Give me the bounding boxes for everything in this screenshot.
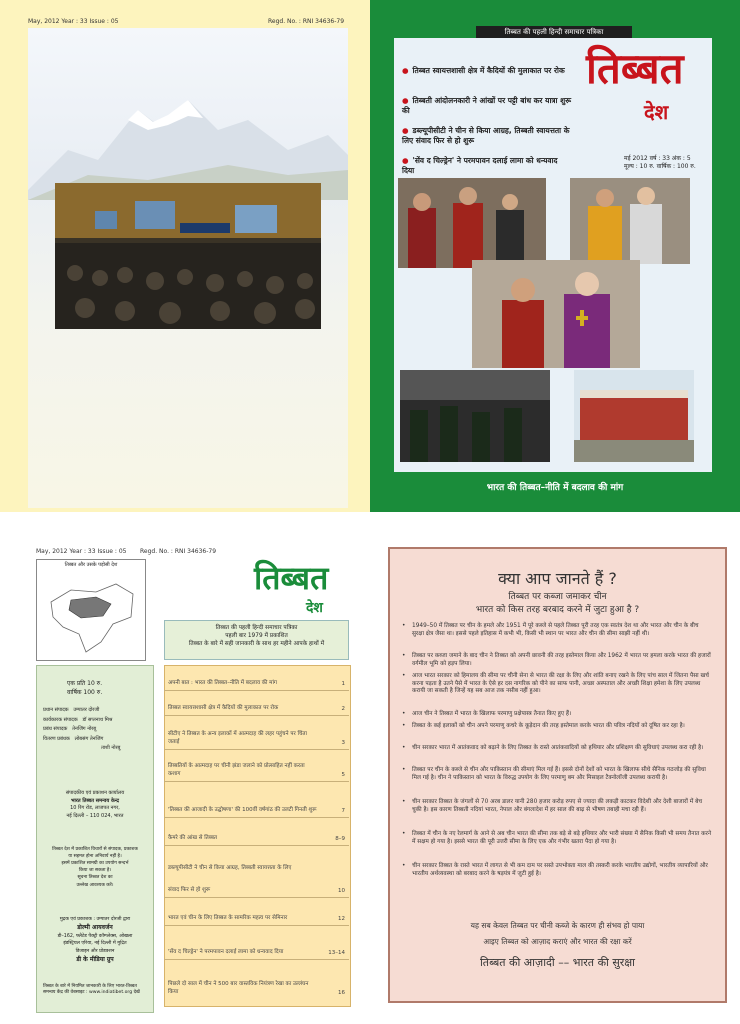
cover-inner-panel bbox=[394, 38, 712, 472]
cover-headline-4: ● 'सेंव द चिल्ड्रेन' ने परमपावन दलाई लामा को धन्यवाद दिया bbox=[402, 156, 558, 175]
fact-item: • तिब्बत पर चीन के कब्जे से चीन और पाकिस्तान की सीमाएं मिल गई हैं। इससे दोनों देशों को भारत के खिलाफ सीधे सैनिक गठजोड़ की सुविधा मिल गई है। चीन ने पाकिस्तान को भारत के विरुद्ध उपयोग के लिए परमाणु बम और मिसाइल टैक्नोलॉजी उपलब्ध करायी है। bbox=[402, 767, 706, 781]
tibet-map bbox=[36, 559, 146, 661]
facts-page bbox=[370, 512, 740, 1024]
bullet-icon: • bbox=[402, 711, 406, 717]
toc-item[interactable]: अपनी बात : भारत की तिब्बत–नीति में बदलाव की मांग 1 bbox=[164, 665, 349, 691]
toc-item[interactable]: तिब्बत स्वायत्तशासी क्षेत्र में कैदियों की मुलाकात पर रोक 2 bbox=[164, 690, 349, 716]
cover-photo-protest bbox=[400, 370, 550, 462]
toc-item[interactable]: डब्ल्यूपीसीटी ने चीन से किया आग्रह, तिब्बती स्वायत्तता के लिए bbox=[168, 864, 292, 871]
fact-item: • तिब्बत के कई इलाकों को चीन अपने परमाणु कचरे के कूड़ेदान की तरह इस्तेमाल करके भारत की पवित्र नदियों को दूषित कर रहा है। bbox=[402, 723, 685, 729]
bullet-icon: • bbox=[402, 863, 406, 869]
fact-item: • 1949–50 में तिब्बत पर चीन के हमले और 1951 में पूरे कब्जे से पहले तिब्बत पूरी तरह एक स्वतंत्र देश था और भारत और चीन के बीच सुरक्षा क्षेत्र जैसा था। इससे पहले इतिहास में कभी भी, किसी भी स्थान पर भारत और चीन की सीमा साझी नहीं थी। bbox=[402, 623, 699, 637]
facts-closing: आइए तिब्बत को आज़ाद कराएं और भारत की रक्षा करें bbox=[483, 937, 632, 946]
mountain-illustration bbox=[28, 80, 348, 200]
facts-box bbox=[388, 547, 727, 1003]
bullet-icon: ● bbox=[402, 156, 409, 165]
masthead-panel: एक प्रति 10 रु. वार्षिक 100 रु. प्रधान संपादक उम्पातर दोरजी कार्यकारक संपादक डॉ सप्तनाथ मिश्र प्रबंध संपादक तेनजिंग नोरबू वितरण प्रबंधक लोबसंग तेनजिंग ताशी नोरबू संपादकीय एवं प्रकाशन कार्यालय भारत तिब्बत समन्वय केन्द्र 10 रिंग रोड, लाजपत नगर, नई दिल्ली – 110 024, भारत तिब्बत देश में प्रकाशित विचारों से संपादक, प्रकाशक या सहमत होना अनिवार्य नहीं है। इसमें प्रकाशित सामग्री का उपयोग सन्दर्भ किया जा सकता है। सूचना तिब्बत देश का उल्लेख आवश्यक करें। मुद्रक एवं प्रकाशक : उम्पातर दोरजी द्वारा डोल्मी आयवर्जन डी–162, फ्लैटेड पैक्ट्री कॉम्प्लेक्स, ओखला इंडस्ट्रियल एरिया, नई दिल्ली में मुद्रित डिजाइन और प्रोडक्शन डी के मीडिया ग्रुप तिब्बत के बारे में नियमित जानकारी के लिए भारत-तिब्बत समन्वय केंद्र की वेबसाइट : www.indiatibet.org देखें bbox=[36, 665, 154, 1013]
toc-item[interactable]: सीटीए ने तिब्बत के अन्य इलाकों में आत्मदाह की लहर पहुंचने पर चिंता जताई 3 bbox=[164, 715, 349, 750]
bullet-icon: • bbox=[402, 745, 406, 751]
magazine-logo-sub: देश bbox=[306, 600, 323, 616]
toc-item[interactable]: भारत एवं चीन के लिए तिब्बत के सामरिक महत्व पर सेमिनार 12 bbox=[164, 897, 349, 926]
bullet-icon: • bbox=[402, 799, 406, 805]
printer-info: मुद्रक एवं प्रकाशक : उम्पातर दोरजी द्वारा डोल्मी आयवर्जन डी–162, फ्लैटेड पैक्ट्री कॉम्प्लेक्स, ओखला इंडस्ट्रियल एरिया, नई दिल्ली में मुद्रित डिजाइन और प्रोडक्शन डी के मीडिया ग्रुप bbox=[57, 917, 133, 963]
price-info: मूल्य : 10 रु. वार्षिक : 100 रु. bbox=[624, 163, 696, 170]
fact-item: • चीन सरकार तिब्बत के जंगलों से 70 अरब डालर यानी 280 हजार करोड़ रुपए से ज्यादा की लकड़ी काटकर विदेशी और देशी बाजारों में बेच चुकी है। इस कारण तिब्बती नदियां भारत, नेपाल और बंगलादेश में हर साल की बाढ़ से भीषण तबाही मचा रही हैं। bbox=[402, 799, 703, 813]
disclaimer-note: तिब्बत देश में प्रकाशित विचारों से संपादक, प्रकाशक या सहमत होना अनिवार्य नहीं है। इसमें प्रकाशित सामग्री का उपयोग सन्दर्भ किया जा सकता है। सूचना तिब्बत देश का उल्लेख आवश्यक करें। bbox=[52, 847, 138, 888]
bullet-icon: • bbox=[402, 673, 406, 679]
cover-photo-dalai-lama bbox=[472, 260, 640, 368]
facts-slogan: तिब्बत की आज़ादी –– भारत की सुरक्षा bbox=[479, 956, 636, 969]
fact-item: • आज चीन ने तिब्बत में भारत के खिलाफ परमाणु प्रक्षेपास्त्र तैनात किए हुए हैं। bbox=[402, 711, 572, 717]
website-note: तिब्बत के बारे में नियमित जानकारी के लिए भारत-तिब्बत समन्वय केंद्र की वेबसाइट : www.indiatibet.org देखें bbox=[43, 984, 140, 996]
magazine-logo: तिब्बत bbox=[254, 559, 329, 597]
magazine-logo-sub: देश bbox=[644, 100, 669, 124]
bullet-icon: • bbox=[402, 653, 406, 659]
toc-item[interactable]: पिछले दो साल में चीन ने 500 बार वास्तविक नियंत्रण रेखा का उल्लंघन किया 16 bbox=[168, 981, 345, 996]
map-title: तिब्बत और उसके पड़ोसी देश bbox=[64, 562, 118, 568]
cover-photo-embrace bbox=[570, 178, 690, 264]
staff-list: प्रधान संपादक उम्पातर दोरजी कार्यकारक संपादक डॉ सप्तनाथ मिश्र प्रबंध संपादक तेनजिंग नोरबू वितरण प्रबंधक लोबसंग तेनजिंग ताशी नोरबू bbox=[43, 707, 121, 751]
magazine-intro-box: तिब्बत की पहली हिन्दी समाचार पत्रिका पहली बार 1979 में प्रकाशित तिब्बत के बारे में सही जानकारी के साथ हर महीने आपके हाथों में bbox=[164, 620, 349, 660]
toc-item[interactable]: 'सेंव द चिल्ड्रेन' ने परमपावन दलाई लामा को धन्यवाद दिया 13–14 bbox=[164, 925, 349, 960]
bullet-icon: ● bbox=[402, 66, 409, 75]
facts-heading: क्या आप जानते हैं ? bbox=[498, 569, 617, 588]
issue-header: May, 2012 Year : 33 Issue : 05 bbox=[36, 548, 127, 555]
back-cover-page bbox=[0, 0, 370, 512]
facts-subheading: तिब्बत पर कब्जा जमाकर चीन bbox=[508, 592, 607, 602]
facts-closing: यह सब केवल तिब्बत पर चीनी कब्जे के कारण ही संभव हो पाया bbox=[470, 921, 645, 930]
bullet-icon: ● bbox=[402, 126, 409, 135]
bullet-icon: • bbox=[402, 831, 406, 837]
regd-number: Regd. No. : RNI 34636-79 bbox=[140, 548, 217, 555]
cover-headline-2: ● तिब्बती आंदोलनकारी ने आंखों पर पट्टी बांध कर यात्रा शुरू की bbox=[402, 96, 572, 115]
bullet-icon: • bbox=[402, 723, 406, 729]
regd-number: Regd. No. : RNI 34636-79 bbox=[268, 18, 345, 25]
fact-item: • आज भारत सरकार को हिमालय की सीमा पर चीनी सेना से भारत की रक्षा के लिए और शांति बनाए रखने के लिए पांच साल में जितना पैसा खर्च करना पड़ता है उतने पैसे में भारत के ऐसे हर दस नागरिक को पीने का साफ पानी, अच्छा अस्पताल और अच्छी शिक्षा हमेशा के लिए उपलब्ध करायी जा सकती है जिन्हें यह सब आज तक नसीब नहीं हुआ। bbox=[402, 673, 709, 695]
cover-photo-monks bbox=[398, 178, 546, 268]
bullet-icon: ● bbox=[402, 96, 409, 105]
issue-info: मई 2012 वर्ष : 33 अंक : 5 bbox=[624, 155, 691, 162]
office-address: संपादकीय एवं प्रकाशन कार्यालय भारत तिब्बत समन्वय केन्द्र 10 रिंग रोड, लाजपत नगर, नई दिल्ली – 110 024, भारत bbox=[65, 790, 125, 819]
bullet-icon: • bbox=[402, 767, 406, 773]
magazine-logo: तिब्बत bbox=[586, 44, 684, 93]
issue-header: May, 2012 Year : 33 Issue : 05 bbox=[28, 18, 119, 25]
cover-photo-building bbox=[574, 370, 694, 462]
facts-subheading: भारत को किस तरह बरबाद करने में जुटा हुआ है ? bbox=[475, 605, 640, 615]
toc-item[interactable]: तिब्बतियों के आत्मदाह पर चीनी झंडा जलाने को प्रोत्साहित नहीं करता कशाग 5 bbox=[164, 749, 349, 782]
toc-item[interactable]: 'तिब्बत की आजादी के उद्घोषणा' की 100वीं वर्षगांठ की उलटी गिनती शुरू 7 bbox=[164, 781, 349, 818]
cover-tagline: तिब्बत की पहली हिन्दी समाचार पत्रिका bbox=[476, 26, 632, 38]
cover-headline-3: ● डब्ल्यूपीसीटी ने चीन से किया आग्रह, तिब्बती स्वायत्तता के लिए संवाद फिर से हो शुरू bbox=[402, 126, 570, 145]
toc-item[interactable]: कैमरे की आंख से तिब्बत 8–9 bbox=[164, 817, 349, 846]
front-cover-page bbox=[370, 0, 740, 512]
fact-item: • तिब्बत में चीन के नए रेलमार्ग के आने से अब चीन भारत की सीमा तक बड़े से बड़े हथियार और भारी संख्या में सैनिक किसी भी समय तैनात करने में सक्षम हो गया है। इससे भारत की पूरी उत्तरी सीमा के लिए एक और गंभीर खतरा पैदा हो गया है। bbox=[402, 831, 712, 845]
fact-item: • चीन सरकार भारत में आतंकवाद को बढ़ाने के लिए तिब्बत के रास्ते आतंकवादियों को हथियार और प्रशिक्षण की सुविधाएं उपलब्ध करा रही है। bbox=[402, 745, 704, 751]
contents-page bbox=[0, 512, 370, 1024]
fact-item: • तिब्बत पर कब्जा जमाने के बाद चीन ने तिब्बत को अपनी छावनी की तरह इस्तेमाल किया और 1962 में भारत पर हमला करके भारत की हजारों वर्गमील भूमि को हड़प लिया। bbox=[402, 653, 711, 667]
conference-photo bbox=[55, 183, 321, 329]
cover-footer-headline: भारत की तिब्बत–नीति में बदलाव की मांग bbox=[486, 483, 624, 493]
bullet-icon: • bbox=[402, 623, 406, 629]
fact-item: • चीन सरकार तिब्बत के रास्ते भारत में लागत से भी कम दाम पर सस्ते उपभोक्ता माल की तस्करी करके भारतीय उद्योगों, भारतीय व्यापारियों और भारतीय अर्थव्यवस्था को बरबाद करने के षड़यंत्र में जुटी हुई है। bbox=[402, 863, 708, 877]
cover-headline-1: ● तिब्बत स्वायत्तशासी क्षेत्र में कैदियों की मुलाकात पर रोक bbox=[402, 66, 565, 75]
toc-item[interactable]: संवाद फिर से हो शुरू 10 bbox=[164, 875, 349, 898]
